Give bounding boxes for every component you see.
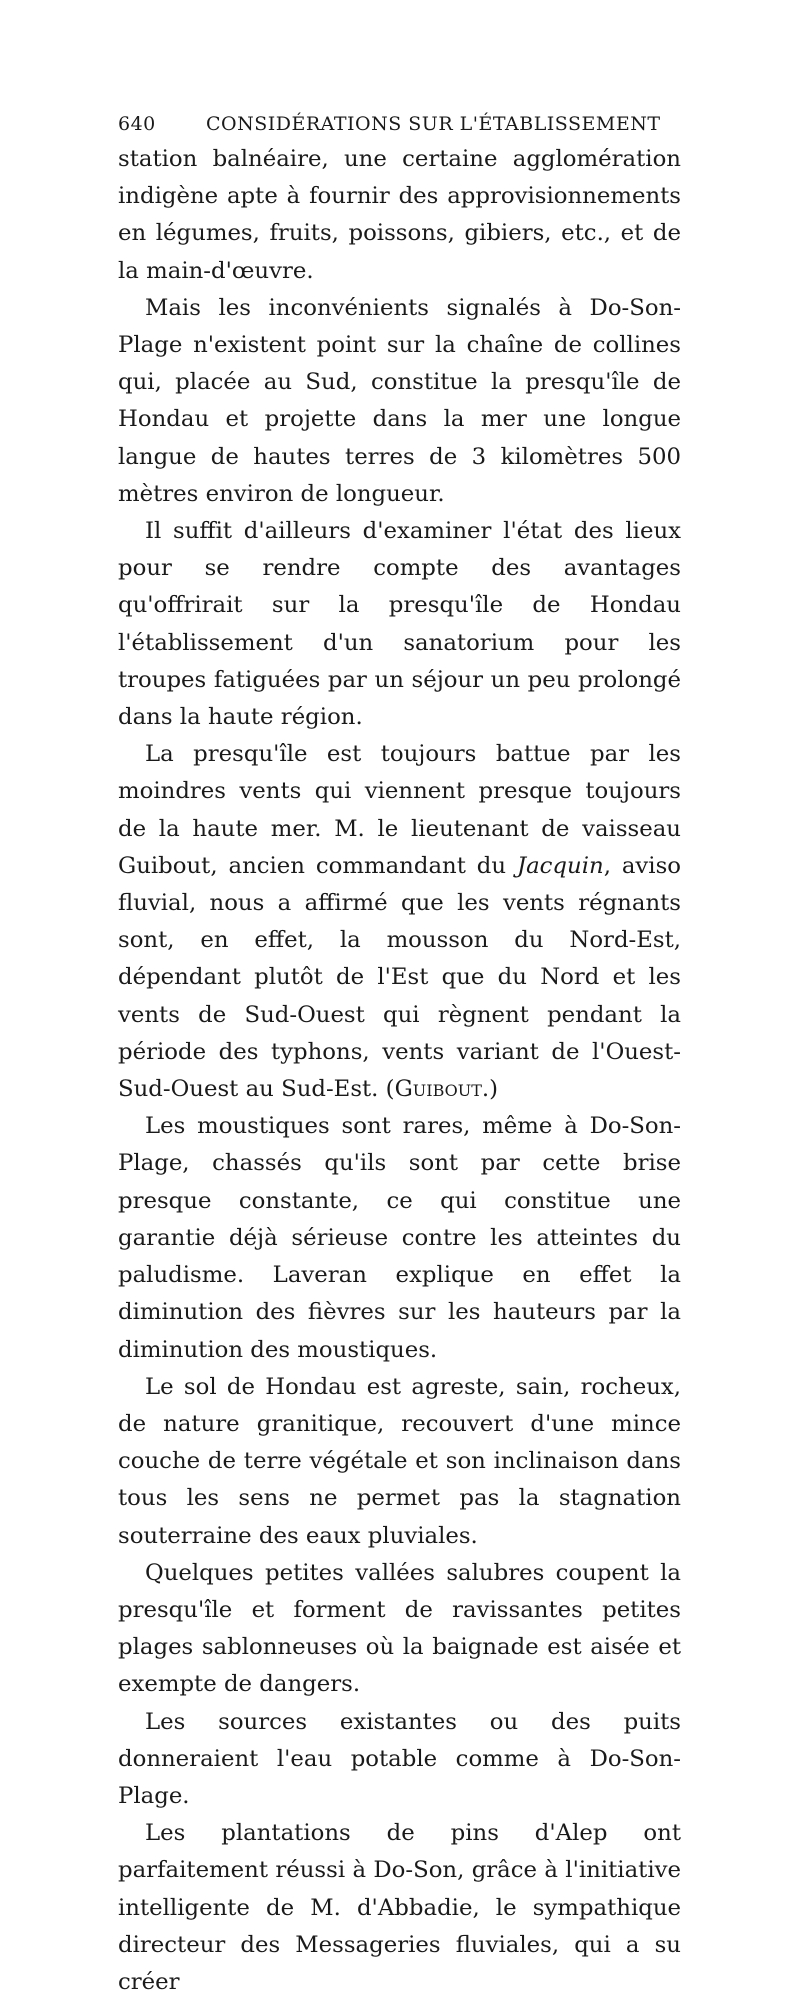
page-number: 640 bbox=[118, 113, 156, 135]
paragraph-pines: Les plantations de pins d'Alep ont parfaitement réussi à Do-Son, grâce à l'initiative intelligente de M. d'Abbadie, le sympathique directeur des Messageries fluviales, qui a su créer bbox=[118, 1820, 681, 1995]
paragraph-water: Les sources existantes ou des puits donneraient l'eau potable comme à Do-Son-Plage. bbox=[118, 1708, 681, 1809]
winds-text-end: .) bbox=[481, 1076, 499, 1103]
source-attribution: Guibout bbox=[394, 1076, 482, 1103]
paragraph-valleys: Quelques petites vallées salubres coupent la presqu'île et forment de ravissantes petites plages sablonneuses où la baignade est aisée et exempte de dangers. bbox=[118, 1559, 681, 1698]
paragraph-continued: station balnéaire, une certaine agglomération indigène apte à fournir des approvisionnements en légumes, fruits, poissons, gibiers, etc., et de la main-d'œuvre. bbox=[118, 146, 681, 284]
winds-text-part-2: , aviso fluvial, nous a affirmé que les vents régnants sont, en effet, la mousson du Nord-Est, dépendant plutôt de l'Est que du Nord et les vents de Sud-Ouest qui règnent pendant la période des typhons, vents variant de l'Ouest-Sud-Ouest au Sud-Est. ( bbox=[118, 852, 681, 1103]
book-page bbox=[118, 113, 681, 2001]
body-text bbox=[118, 141, 681, 2001]
paragraph-winds bbox=[118, 736, 681, 1108]
running-head bbox=[118, 113, 681, 135]
winds-text-part-1: La presqu'île est toujours battue par les moindres vents qui viennent presque toujours de la haute mer. M. le lieutenant de vaisseau Guibout, ancien commandant du bbox=[118, 741, 681, 879]
paragraph-mosquitoes: Les moustiques sont rares, même à Do-Son-Plage, chassés qu'ils sont par cette brise presque constante, ce qui constitue une garantie déjà sérieuse contre les atteintes du paludisme. Laveran explique en effet la diminution des fièvres sur les hauteurs par la diminution des moustiques. bbox=[118, 1113, 681, 1363]
running-title: CONSIDÉRATIONS SUR L'ÉTABLISSEMENT bbox=[206, 113, 661, 135]
paragraph-sanatorium-advantages: Il suffit d'ailleurs d'examiner l'état des lieux pour se rendre compte des avantages qu'offrirait sur la presqu'île de Hondau l'établissement d'un sanatorium pour les troupes fatiguées par un séjour un peu prolongé dans la haute région. bbox=[118, 518, 681, 731]
paragraph-soil: Le sol de Hondau est agreste, sain, rocheux, de nature granitique, recouvert d'une mince couche de terre végétale et son inclinaison dans tous les sens ne permet pas la stagnation souterraine des eaux pluviales. bbox=[118, 1373, 681, 1549]
paragraph-hondau-peninsula: Mais les inconvénients signalés à Do-Son-Plage n'existent point sur la chaîne de collines qui, placée au Sud, constitue la presqu'île de Hondau et projette dans la mer une longue langue de hautes terres de 3 kilomètres 500 mètres environ de longueur. bbox=[118, 294, 681, 507]
ship-name: Jacquin bbox=[516, 852, 604, 879]
